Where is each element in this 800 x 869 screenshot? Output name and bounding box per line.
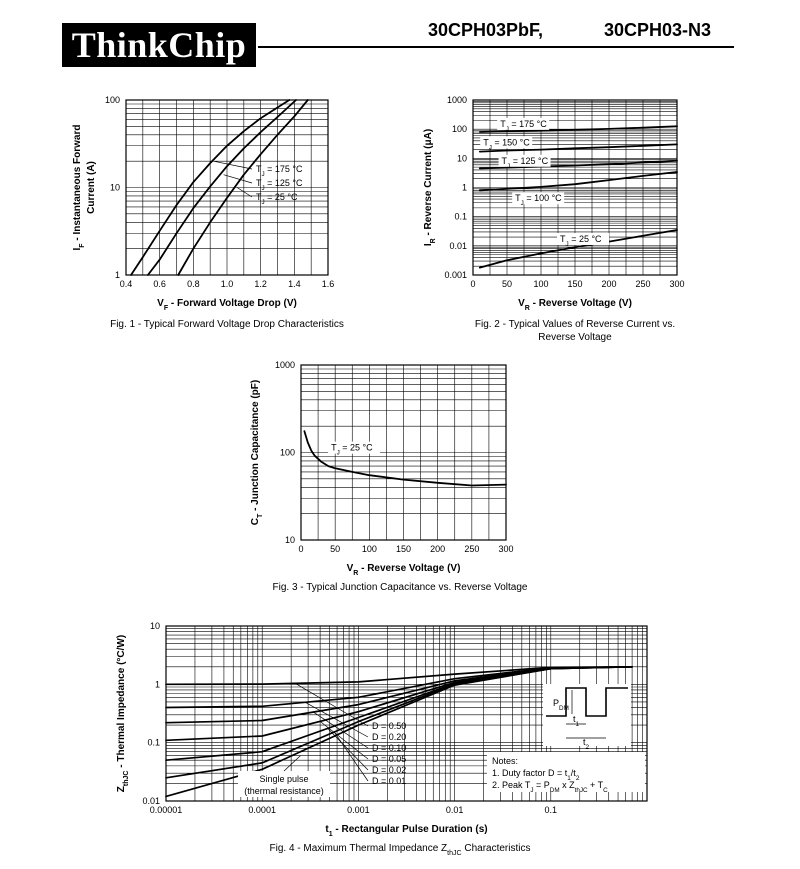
chart-fig4 bbox=[116, 621, 647, 857]
y-tick-label: 0.01 bbox=[449, 240, 467, 251]
y-tick-label: 0.1 bbox=[454, 211, 467, 222]
series-label: $T_J = 25$ °C bbox=[256, 192, 298, 206]
duty-label: D = 0.10 bbox=[372, 743, 407, 753]
x-tick-label: 300 bbox=[498, 544, 514, 554]
x-tick-label: 1.0 bbox=[220, 279, 234, 289]
x-axis-label: $V_R$ - Reverse Voltage (V) bbox=[346, 563, 461, 577]
y-tick-label: 1000 bbox=[446, 95, 467, 105]
leader-line bbox=[214, 161, 252, 169]
x-tick-label: 0.1 bbox=[544, 805, 558, 815]
x-axis-label: $V_F$ - Forward Voltage Drop (V) bbox=[157, 298, 297, 312]
duty-label: D = 0.01 bbox=[372, 776, 407, 786]
x-tick-label: 1.6 bbox=[321, 279, 335, 289]
figure-caption-line2: Reverse Voltage bbox=[538, 332, 612, 343]
duty-label: D = 0.05 bbox=[372, 754, 407, 764]
figure-caption: Fig. 2 - Typical Values of Reverse Current vs. bbox=[474, 319, 676, 330]
chart-fig2 bbox=[423, 95, 685, 343]
t2-label: $t_2$ bbox=[583, 737, 590, 751]
series-label: $T_J = 25$ °C bbox=[560, 234, 602, 248]
y-tick-label: 1 bbox=[461, 182, 467, 193]
chart-fig3 bbox=[250, 360, 528, 593]
series-label: $T_J = 25$ °C bbox=[331, 442, 373, 457]
y-tick-label: 0.01 bbox=[142, 796, 160, 806]
y-tick-label: 100 bbox=[451, 124, 467, 135]
series-line-0 bbox=[166, 667, 632, 685]
x-tick-label: 200 bbox=[601, 279, 617, 289]
y-axis-label-line2: Current (A) bbox=[86, 161, 97, 214]
figure-caption: Fig. 3 - Typical Junction Capacitance vs. Reverse Voltage bbox=[272, 582, 528, 593]
y-tick-label: 10 bbox=[149, 621, 160, 631]
series-label: $T_J = 175$ °C bbox=[500, 118, 547, 133]
brand-logo: ThinkChip bbox=[62, 23, 256, 67]
x-tick-label: 0.01 bbox=[445, 805, 464, 815]
y-axis-label: $Z_{thJC}$ - Thermal Impedance (°C/W) bbox=[116, 634, 130, 793]
duty-label: D = 0.02 bbox=[372, 765, 407, 775]
leader-line bbox=[237, 188, 252, 198]
x-tick-label: 1.4 bbox=[288, 279, 301, 289]
x-tick-label: 150 bbox=[567, 279, 583, 289]
x-tick-label: 250 bbox=[635, 279, 651, 289]
single-pulse-label-line2: (thermal resistance) bbox=[244, 786, 324, 796]
y-tick-label: 100 bbox=[104, 95, 120, 105]
series-label: $T_J = 175$ °C bbox=[256, 164, 303, 178]
series-label: $T_J = 100$ °C bbox=[515, 193, 562, 207]
duty-label: D = 0.20 bbox=[372, 732, 407, 742]
pdm-label: $P_{DM}$ bbox=[553, 698, 569, 712]
y-tick-label: 100 bbox=[279, 447, 295, 458]
part-number-primary: 30CPH03PbF, bbox=[428, 20, 544, 40]
x-tick-label: 100 bbox=[361, 544, 377, 554]
x-tick-label: 0.001 bbox=[347, 805, 370, 815]
note-2: 2. Peak $T_J = P_{DM}$ x $Z_{thJC} + T_C$ bbox=[492, 780, 608, 794]
single-pulse-label: Single pulse bbox=[259, 774, 309, 784]
x-tick-label: 200 bbox=[430, 544, 446, 554]
x-tick-label: 0.0001 bbox=[248, 805, 276, 815]
x-tick-label: 300 bbox=[669, 279, 685, 289]
series-label: $T_J = 125$ °C bbox=[501, 155, 549, 170]
duty-label: D = 0.50 bbox=[372, 721, 407, 731]
y-axis-label: $I_R$ - Reverse Current (μA) bbox=[423, 128, 437, 247]
series-label: $T_J = 150$ °C bbox=[483, 137, 530, 151]
x-tick-label: 50 bbox=[330, 544, 341, 554]
x-tick-label: 250 bbox=[464, 544, 480, 554]
chart-fig1 bbox=[72, 95, 344, 330]
pulse-inset-bg bbox=[543, 684, 631, 746]
y-tick-label: 1 bbox=[154, 679, 160, 690]
figure-caption: Fig. 4 - Maximum Thermal Impedance $Z_{thJC}$ Characteristics bbox=[269, 843, 531, 857]
figure-caption: Fig. 1 - Typical Forward Voltage Drop Characteristics bbox=[110, 319, 344, 330]
y-axis-label: $I_F$ - Instantaneous Forward bbox=[72, 124, 86, 251]
y-axis-label: $C_T$ - Junction Capacitance (pF) bbox=[250, 379, 264, 526]
x-tick-label: 0.6 bbox=[153, 279, 166, 289]
x-tick-label: 0 bbox=[470, 279, 476, 289]
note-1: 1. Duty factor $D = t_1/t_2$ bbox=[492, 768, 580, 782]
t1-label: $t_1$ bbox=[573, 714, 580, 728]
y-tick-label: 0.001 bbox=[444, 270, 467, 280]
x-tick-label: 150 bbox=[395, 544, 412, 554]
x-tick-label: 0.4 bbox=[119, 279, 133, 289]
y-tick-label: 1 bbox=[114, 270, 120, 280]
part-number-secondary: 30CPH03-N3 bbox=[604, 20, 712, 40]
leader-line bbox=[334, 732, 368, 781]
x-tick-label: 0.8 bbox=[187, 279, 200, 289]
series-label: $T_J = 125$ °C bbox=[256, 178, 303, 192]
x-axis-label: $t_1$ - Rectangular Pulse Duration (s) bbox=[325, 824, 488, 838]
x-tick-label: 0.00001 bbox=[149, 805, 183, 815]
y-tick-label: 10 bbox=[284, 535, 295, 545]
x-tick-label: 100 bbox=[533, 279, 549, 289]
x-tick-label: 50 bbox=[501, 279, 513, 289]
y-tick-label: 0.1 bbox=[147, 737, 160, 748]
x-tick-label: 0 bbox=[298, 544, 304, 554]
x-axis-label: $V_R$ - Reverse Voltage (V) bbox=[518, 298, 632, 312]
notes-title: Notes: bbox=[492, 756, 519, 766]
y-tick-label: 10 bbox=[109, 182, 120, 193]
x-tick-label: 1.2 bbox=[254, 279, 267, 289]
y-tick-label: 1000 bbox=[274, 360, 295, 370]
series-line-0 bbox=[304, 431, 506, 485]
y-tick-label: 10 bbox=[456, 153, 467, 164]
